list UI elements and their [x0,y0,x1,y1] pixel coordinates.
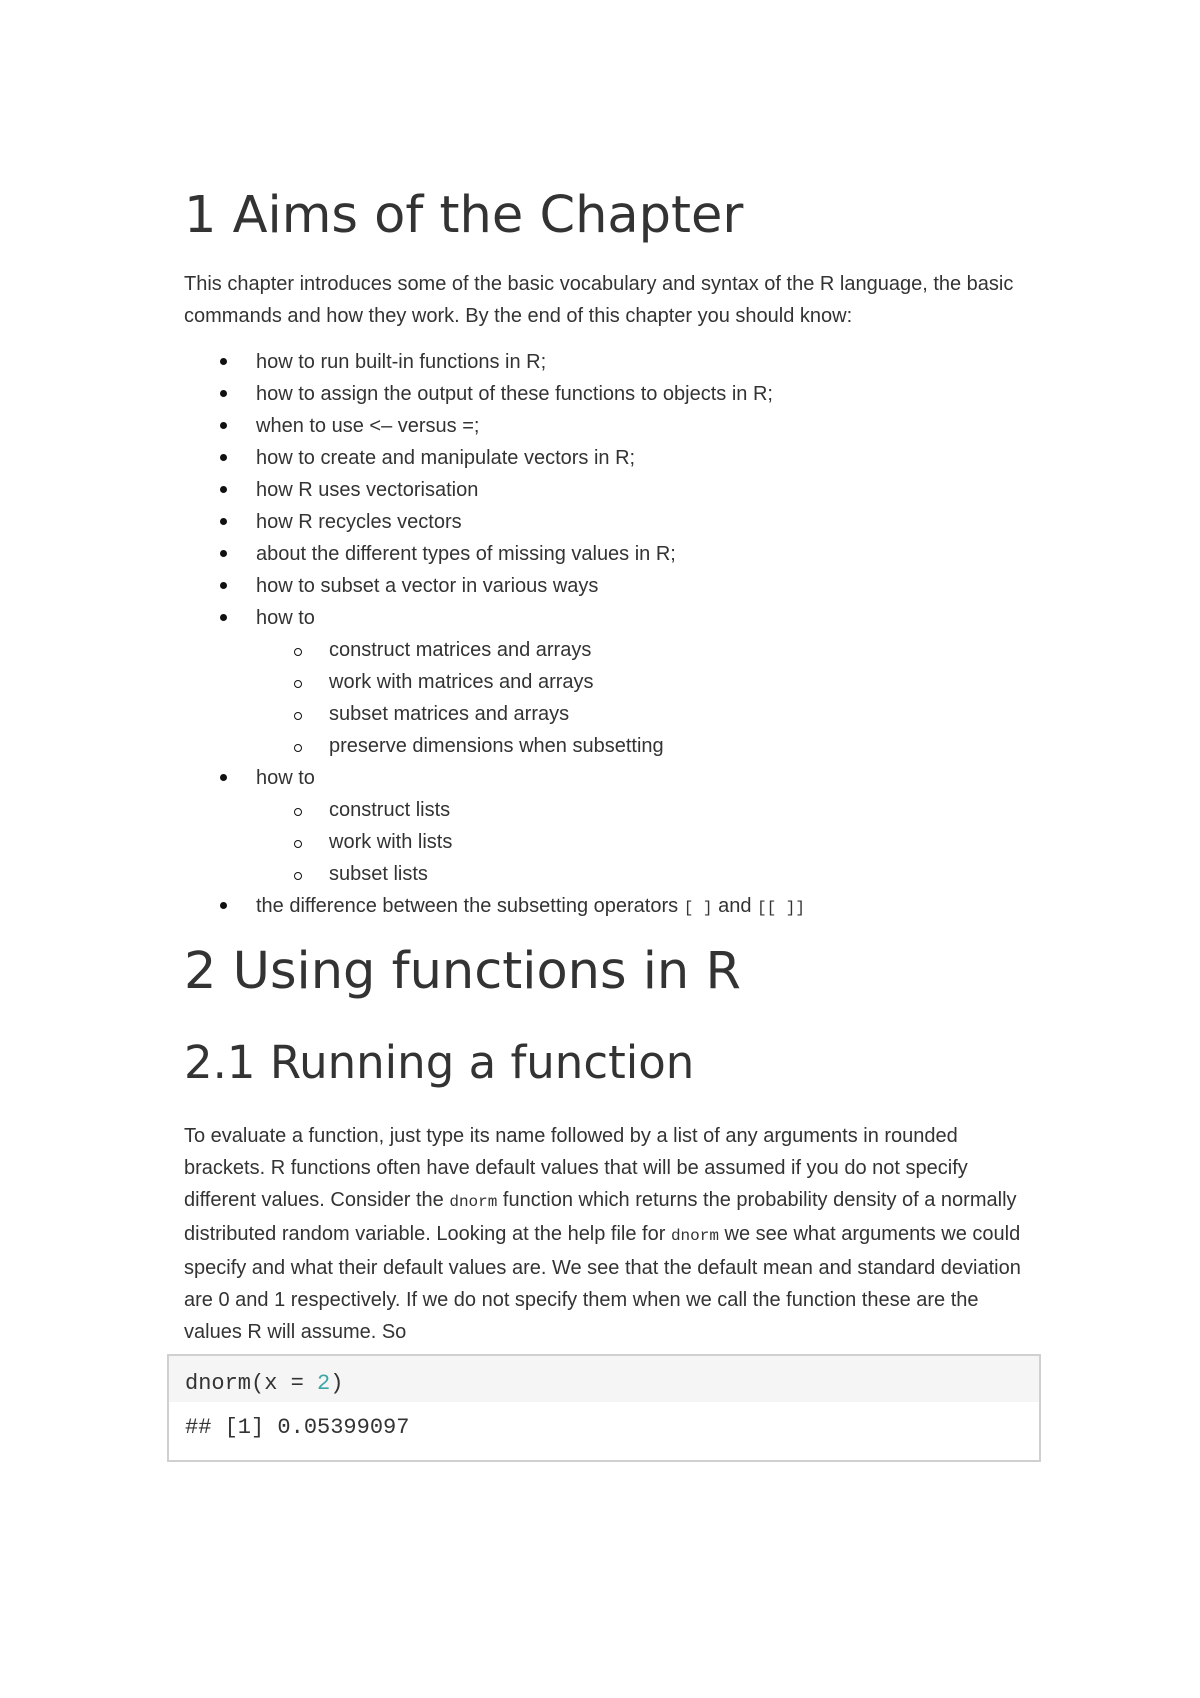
inline-code: [[ ]] [757,899,806,917]
inline-code: dnorm [670,1227,719,1245]
list-item: how to subset a vector in various ways [184,570,805,602]
chapter-heading: 1 Aims of the Chapter [184,186,744,245]
sublist-item: subset lists [256,858,805,890]
function-paragraph [184,1120,1029,1348]
list-item-text: the difference between the subsetting operators [256,895,684,917]
section-heading: 2 Using functions in R [184,942,741,1001]
sublist-item: construct matrices and arrays [256,634,805,666]
list-item: about the different types of missing values in R; [184,538,805,570]
list-item [184,890,805,924]
list-item: how to assign the output of these functions to objects in R; [184,378,805,410]
code-source [169,1356,1039,1402]
list-item: how R uses vectorisation [184,474,805,506]
list-item-text: and [712,895,757,917]
sublist-lists [256,794,805,890]
paragraph-text: To evaluate a function, just type its name followed by a list of any arguments in rounded brackets. R functions often have default values that will be assumed if you do not specify different values. Consider the [184,1125,968,1211]
code-number: 2 [317,1371,331,1396]
sublist-matrices [256,634,805,762]
sublist-item: construct lists [256,794,805,826]
list-item: how to create and manipulate vectors in R; [184,442,805,474]
inline-code: [ ] [683,899,713,917]
subsection-heading: 2.1 Running a function [184,1036,695,1089]
list-item: how to run built-in functions in R; [184,346,805,378]
list-item: when to use <– versus =; [184,410,805,442]
code-output: ## [1] 0.05399097 [185,1415,410,1440]
paragraph-text: function which returns the probability density of a normally distributed random variable. Looking at the help file for [184,1189,1017,1245]
sublist-item: subset matrices and arrays [256,698,805,730]
list-item-label: how to [256,607,315,629]
aims-list [184,346,805,924]
code-text: ) [330,1371,344,1396]
paragraph-text: we see what arguments we could specify and what their default values are. We see that the default mean and standard deviation are 0 and 1 respectively. If we do not specify them when we call the function these are the values R will assume. So [184,1223,1021,1343]
list-item-label: how to [256,767,315,789]
list-item-group [184,602,805,762]
code-block [167,1354,1041,1462]
sublist-item: preserve dimensions when subsetting [256,730,805,762]
inline-code: dnorm [449,1193,498,1211]
list-item: how R recycles vectors [184,506,805,538]
list-item-group [184,762,805,890]
intro-paragraph: This chapter introduces some of the basic vocabulary and syntax of the R language, the basic commands and how they work. By the end of this chapter you should know: [184,273,1014,327]
sublist-item: work with lists [256,826,805,858]
sublist-item: work with matrices and arrays [256,666,805,698]
code-text: dnorm(x = [185,1371,318,1396]
